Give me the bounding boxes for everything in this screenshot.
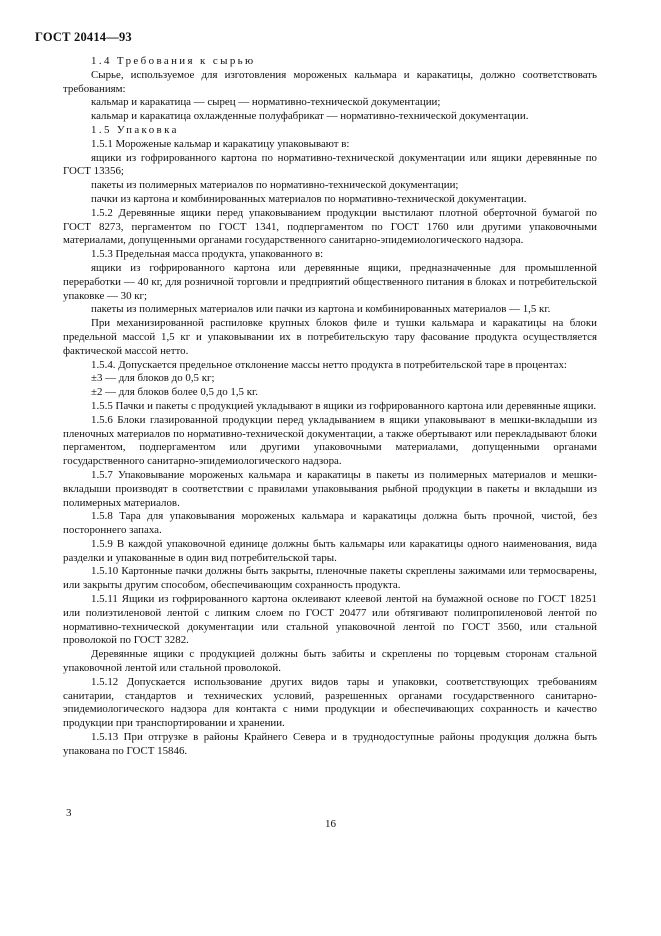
- paragraph: 1.5.4. Допускается предельное отклонение массы нетто продукта в потребительской таре в процентах:: [91, 358, 567, 371]
- paragraph: 1.5.2 Деревянные ящики перед упаковыванием продукции выстилают плотной оберточной бумагой по ГОСТ 8273, пергаментом по ГОСТ 1341, подпергаментом по ГОСТ 1760 или другими упаковочными материалами, допущенными органами государственного санитарно-эпидемиологического надзора.: [63, 206, 597, 247]
- list-item: ящики из гофрированного картона по нормативно-технической документации или ящики деревянные по ГОСТ 13356;: [63, 151, 597, 178]
- paragraph: 1.5.6 Блоки глазированной продукции перед укладыванием в ящики упаковывают в мешки-вкладыши из пленочных материалов по нормативно-технической документации, а также обертывают или перекладывают блоки пергаментом, подпергаментом или другими упаковочными материалами, допущенными органами государственного санитарно-эпидемиологического надзора.: [63, 413, 597, 468]
- document-code: ГОСТ 20414—93: [35, 30, 132, 44]
- paragraph: Сырье, используемое для изготовления мороженых кальмара и каракатицы, должно соответствовать требованиям:: [63, 68, 597, 95]
- paragraph: Деревянные ящики с продукцией должны быть забиты и скреплены по торцевым сторонам стальной упаковочной лентой или стальной проволокой.: [63, 648, 597, 675]
- section-heading: 1.4 Требования к сырью: [91, 55, 256, 67]
- paragraph: 1.5.1 Мороженые кальмар и каракатицу упаковывают в:: [91, 137, 350, 150]
- paragraph: При механизированной распиловке крупных блоков филе и тушки кальмара и каракатицы на блоки предельной массой 1,5 кг и упаковывании их в потребительскую тару фасование продукта осуществляется фактической массой нетто.: [63, 317, 597, 357]
- corner-mark: 3: [66, 807, 72, 819]
- section-heading: 1.5 Упаковка: [91, 123, 179, 136]
- paragraph: 1.5.3 Предельная масса продукта, упакованного в:: [91, 248, 324, 261]
- paragraph: 1.5.9 В каждой упаковочной единице должны быть кальмары или каракатицы одного наименования, вида разделки и упакованные в один вид потребительской тары.: [63, 537, 597, 564]
- page-number: 16: [325, 818, 336, 830]
- paragraph: 1.5.8 Тара для упаковывания мороженых кальмара и каракатицы должна быть прочной, чистой, без постороннего запаха.: [63, 510, 597, 537]
- paragraph: 1.5.10 Картонные пачки должны быть закрыты, пленочные пакеты скреплены зажимами или термосварены, или закрыты другим способом, обеспечивающим сохранность продукта.: [63, 565, 597, 592]
- paragraph: 1.5.5 Пачки и пакеты с продукцией укладывают в ящики из гофрированного картона или деревянные ящики.: [91, 399, 597, 412]
- paragraph: 1.5.13 При отгрузке в районы Крайнего Севера и в труднодоступные районы продукция должна быть упакована по ГОСТ 15846.: [63, 731, 597, 757]
- paragraph: 1.5.7 Упаковывание мороженых кальмара и каракатицы в пакеты из полимерных материалов и мешки-вкладыши производят в соответствии с правилами упаковывания рыбной продукции в пакеты и вкладыши из полимерных материалов.: [63, 468, 597, 509]
- document-body: [63, 55, 597, 759]
- list-item: ±2 — для блоков более 0,5 до 1,5 кг.: [91, 386, 258, 399]
- list-item: ящики из гофрированного картона или деревянные ящики, предназначенные для промышленной переработки — 40 кг, для розничной торговли и предприятий общественного питания в блоках и потребительской упаковке — 30 кг;: [63, 261, 597, 302]
- list-item: пакеты из полимерных материалов по нормативно-технической документации;: [91, 179, 459, 192]
- paragraph: 1.5.12 Допускается использование других видов тары и упаковки, соответствующих требованиям санитарии, стандартов и технических условий, разрешенных органами государственного санитарно-эпидемиологического надзора для контакта с ними продукции и обеспечивающих сохранность и качество продукции при транспортировании и хранении.: [63, 675, 597, 730]
- list-item: кальмар и каракатица — сырец — нормативно-технической документации;: [91, 96, 441, 109]
- paragraph: 1.5.11 Ящики из гофрированного картона оклеивают клеевой лентой на бумажной основе по ГОСТ 18251 или полиэтиленовой лентой с липким слоем по ГОСТ 20477 или обтягивают полипропиленовой лентой по нормативно-технической документации или стальной упаковочной лентой по ГОСТ 3560, или стальной проволокой по ГОСТ 3282.: [63, 593, 597, 647]
- list-item: кальмар и каракатица охлажденные полуфабрикат — нормативно-технической документации.: [91, 110, 529, 123]
- list-item: ±3 — для блоков до 0,5 кг;: [91, 372, 215, 385]
- list-item: пачки из картона и комбинированных материалов по нормативно-технической документации.: [91, 192, 527, 205]
- list-item: пакеты из полимерных материалов или пачки из картона и комбинированных материалов — 1,5 кг.: [91, 303, 551, 316]
